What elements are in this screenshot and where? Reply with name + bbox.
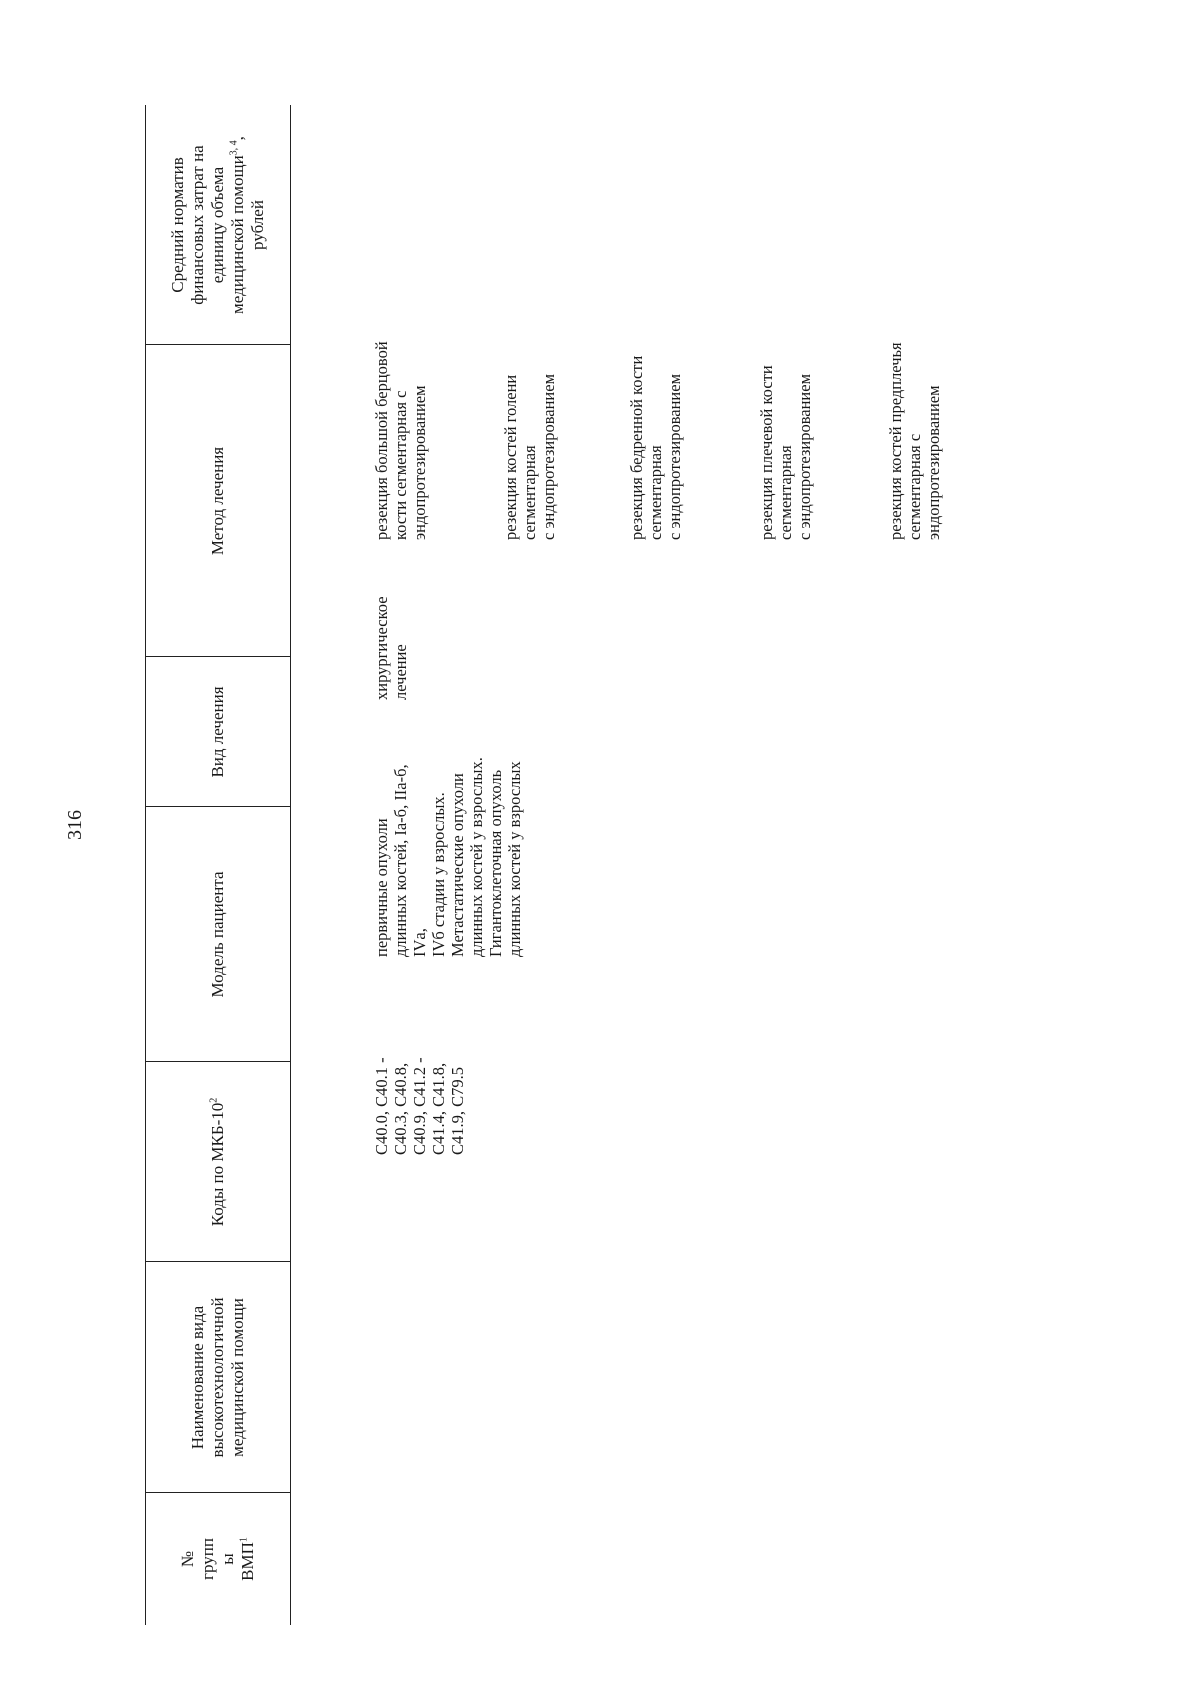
cell-method-3: резекция бедренной кости сегментарная с эндопротезированием: [627, 355, 684, 540]
cell-method-5: резекция костей предплечья сегментарная с эндопротезированием: [886, 342, 943, 540]
cell-treatment-type: хирургическое лечение: [372, 596, 410, 700]
header-treatment-type: Вид лечения: [207, 686, 227, 778]
header-cost-norm: Средний норматив финансовых затрат на единицу объема медицинской помощи$^{3, 4}$, рублей: [167, 136, 267, 314]
header-icd-codes: Коды по МКБ-$10^2$: [207, 1097, 227, 1227]
table-header-rule: [290, 105, 291, 1625]
cell-icd-codes: C40.0, C40.1 - C40.3, C40.8, C40.9, C41.2 - C41.4, C41.8, C41.9, C79.5: [372, 1057, 467, 1155]
header-treatment-method: Метод лечения: [207, 446, 227, 556]
cell-patient-model: первичные опухоли длинных костей, Iа-б, IIа-б, IVа, IVб стадии у взрослых. Метастатические опухоли длинных костей у взрослых. Гигантоклеточная опухоль длинных костей у взрослых: [372, 757, 524, 957]
cell-method-1: резекция большой берцовой кости сегментарная с эндопротезированием: [372, 341, 429, 540]
cell-method-2: резекция костей голени сегментарная с эндопротезированием: [501, 373, 558, 540]
header-vmp-name: Наименование вида высокотехнологичной медицинской помощи: [187, 1297, 247, 1458]
document-table: [145, 105, 1165, 1625]
header-group-number: № групп ы ВМП$^1$: [177, 1537, 257, 1581]
cell-method-4: резекция плечевой кости сегментарная с эндопротезированием: [757, 365, 814, 540]
header-patient-model: Модель пациента: [207, 871, 227, 998]
page-number: 316: [64, 810, 86, 840]
